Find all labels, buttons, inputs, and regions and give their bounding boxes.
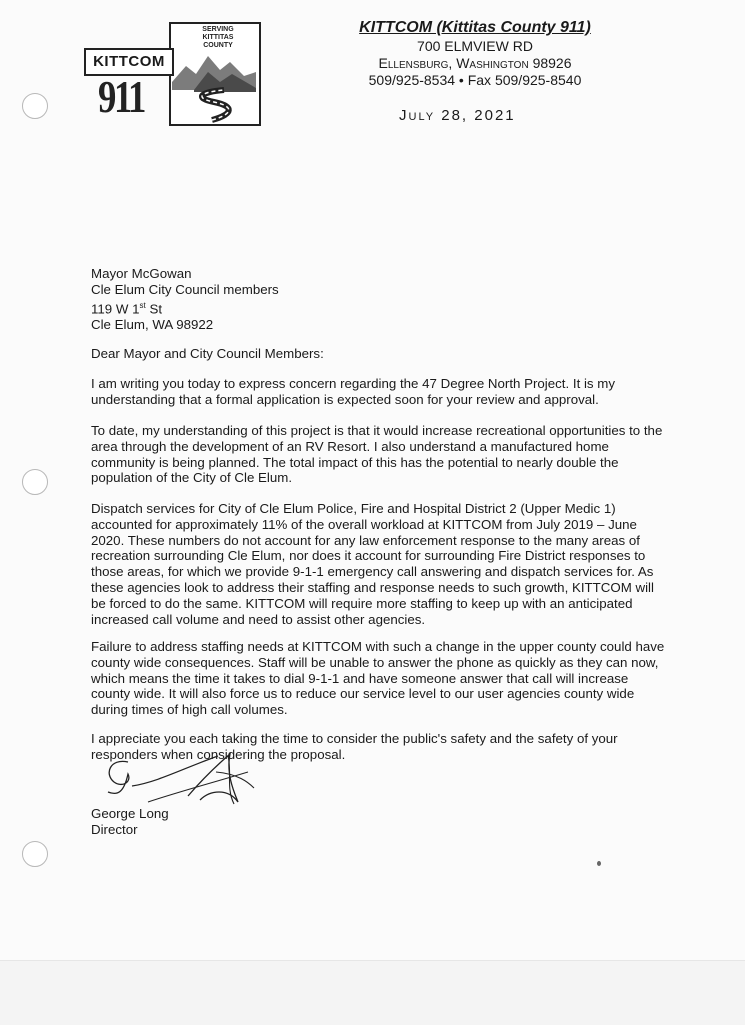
letterhead-address: 700 ELMVIEW RD — [417, 38, 533, 54]
punch-hole-top — [22, 93, 48, 119]
street-number: 119 W 1 — [91, 301, 140, 317]
recipient-line-2: Cle Elum City Council members — [91, 281, 279, 297]
recipient-line-1: Mayor McGowan — [91, 266, 192, 281]
letterhead-city: Ellensburg, Washington 98926 — [378, 55, 572, 71]
paragraph-2: To date, my understanding of this project is that it would increase recreational opportunities to the area through the development of an RV Resort. I also understand a manufactured home community is being planned. The total impact of this has the potential to nearly double the population of the City of Cle Elum. — [91, 423, 663, 486]
recipient-line-4: Cle Elum, WA 98922 — [91, 316, 214, 332]
street-suffix: St — [145, 301, 163, 317]
letterhead-phones: 509/925-8534 • Fax 509/925-8540 — [368, 72, 582, 88]
paragraph-4: Failure to address staffing needs at KITTCOM with such a change in the upper county could have county wide consequences. Staff will be unable to answer the phone as quickly as they can now, which means the time it takes to dial 9-1-1 and have someone answer that call will increase county wide. It will also force us to reduce our service level to our user agencies county wide during times of high call volumes. — [91, 639, 665, 718]
kittcom-logo — [84, 22, 264, 132]
salutation: Dear Mayor and City Council Members: — [91, 346, 324, 361]
letterhead — [340, 18, 610, 89]
letter-date: July 28, 2021 — [399, 107, 516, 124]
signatory-name: George Long — [91, 806, 169, 821]
scan-speck — [597, 861, 601, 866]
letterhead-title: KITTCOM (Kittitas County 911) — [359, 19, 591, 36]
street-ordinal: st — [139, 300, 146, 310]
paragraph-3: Dispatch services for City of Cle Elum Police, Fire and Hospital District 2 (Upper Medic 1) accounted for approximately 11% of the overall workload at KITTCOM from July 2019 – June 2020. These numbers do not account for any law enforcement response to the many areas of recreation surrounding Cle Elum, nor does it account for surrounding Fire District responses to those areas, for which we provide 9-1-1 emergency call answering and dispatch services for. As these agencies look to address their staffing and response needs to such growth, KITTCOM will be forced to do the same. KITTCOM will require more staffing to keep up with an anticipated increased call volume and need to assist other agencies. — [91, 501, 654, 627]
logo-serving-text: SERVING KITTITAS COUNTY — [202, 26, 234, 49]
scan-margin — [0, 960, 745, 1025]
recipient-address — [91, 266, 491, 333]
paragraph-5: I appreciate you each taking the time to consider the public's safety and the safety of your responders when considering the proposal. — [91, 731, 618, 762]
recipient-line-3 — [91, 298, 491, 317]
paragraph-1: I am writing you today to express concern regarding the 47 Degree North Project. It is my understanding that a formal application is expected soon for your review and approval. — [91, 376, 615, 407]
logo-kittcom-text: KITTCOM — [84, 48, 174, 76]
punch-hole-bottom — [22, 841, 48, 867]
handwritten-signature — [88, 752, 258, 814]
signatory-title: Director — [91, 822, 138, 837]
logo-911-text: 911 — [98, 71, 144, 122]
punch-hole-middle — [22, 469, 48, 495]
